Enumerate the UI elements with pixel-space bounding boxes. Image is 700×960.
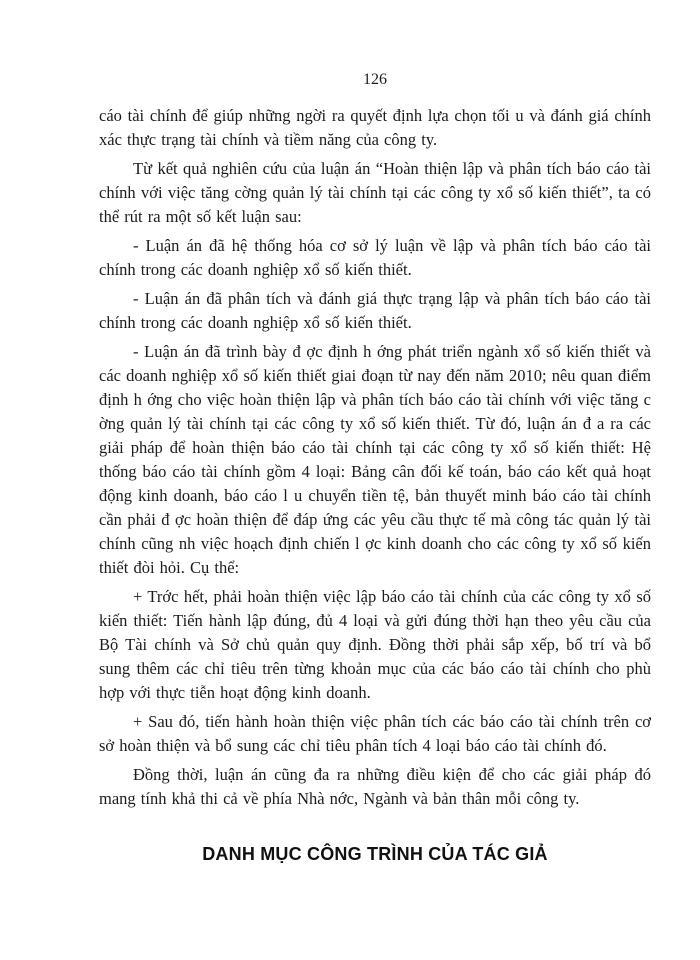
body-paragraph: Từ kết quả nghiên cứu của luận án “Hoàn thiện lập và phân tích báo cáo tài chính với việc tăng cờng quản lý tài chính tại các công ty xổ số kiến thiết”, ta có thể rút ra một số kết luận sau:	[99, 159, 651, 226]
body-paragraph: + Sau đó, tiến hành hoàn thiện việc phân tích các báo cáo tài chính trên cơ sở hoàn thiện và bổ sung các chỉ tiêu phân tích 4 loại báo cáo tài chính đó.	[99, 712, 651, 755]
body-paragraph: - Luận án đã phân tích và đánh giá thực trạng lập và phân tích báo cáo tài chính trong các doanh nghiệp xổ số kiến thiết.	[99, 289, 651, 332]
section-heading: DANH MỤC CÔNG TRÌNH CỦA TÁC GIẢ	[202, 844, 548, 864]
page-number: 126	[363, 71, 387, 88]
body-paragraph: + Trớc hết, phải hoàn thiện việc lập báo cáo tài chính của các công ty xổ số kiến thiết: Tiến hành lập đúng, đủ 4 loại và gửi đúng thời hạn theo yêu cầu của Bộ Tài chính và Sở chủ quản quy định. Đồng thời phải sắp xếp, bố trí và bổ sung thêm các chỉ tiêu trên từng khoản mục của các báo cáo tài chính cho phù hợp với thực tiễn hoạt động kinh doanh.	[99, 587, 651, 702]
body-paragraph: Đồng thời, luận án cũng đa ra những điều kiện để cho các giải pháp đó mang tính khả thi cả về phía Nhà nớc, Ngành và bản thân mỗi công ty.	[99, 765, 651, 808]
page-body	[99, 104, 651, 816]
body-paragraph: cáo tài chính để giúp những ngời ra quyết định lựa chọn tối u và đánh giá chính xác thực trạng tài chính và tiềm năng của công ty.	[99, 106, 651, 149]
body-paragraph: - Luận án đã trình bày đ ợc định h ớng phát triển ngành xổ số kiến thiết và các doanh nghiệp xổ số kiến thiết giai đoạn từ nay đến năm 2010; nêu quan điểm định h ớng cho việc hoàn thiện lập và phân tích báo cáo tài chính với việc tăng c ờng quản lý tài chính tại các công ty xổ số kiến thiết. Từ đó, luận án đ a ra các giải pháp để hoàn thiện báo cáo tài chính tại các công ty xổ số kiến thiết: Hệ thống báo cáo tài chính gồm 4 loại: Bảng cân đối kế toán, báo cáo kết quả hoạt động kinh doanh, báo cáo l u chuyển tiền tệ, bản thuyết minh báo cáo tài chính cần phải đ ợc hoàn thiện để đáp ứng các yêu cầu thực tế mà công tác quản lý tài chính cũng nh việc hoạch định chiến l ợc kinh doanh cho các công ty xổ số kiến thiết đòi hỏi. Cụ thể:	[99, 342, 651, 577]
body-paragraph: - Luận án đã hệ thống hóa cơ sở lý luận về lập và phân tích báo cáo tài chính trong các doanh nghiệp xổ số kiến thiết.	[99, 236, 651, 279]
